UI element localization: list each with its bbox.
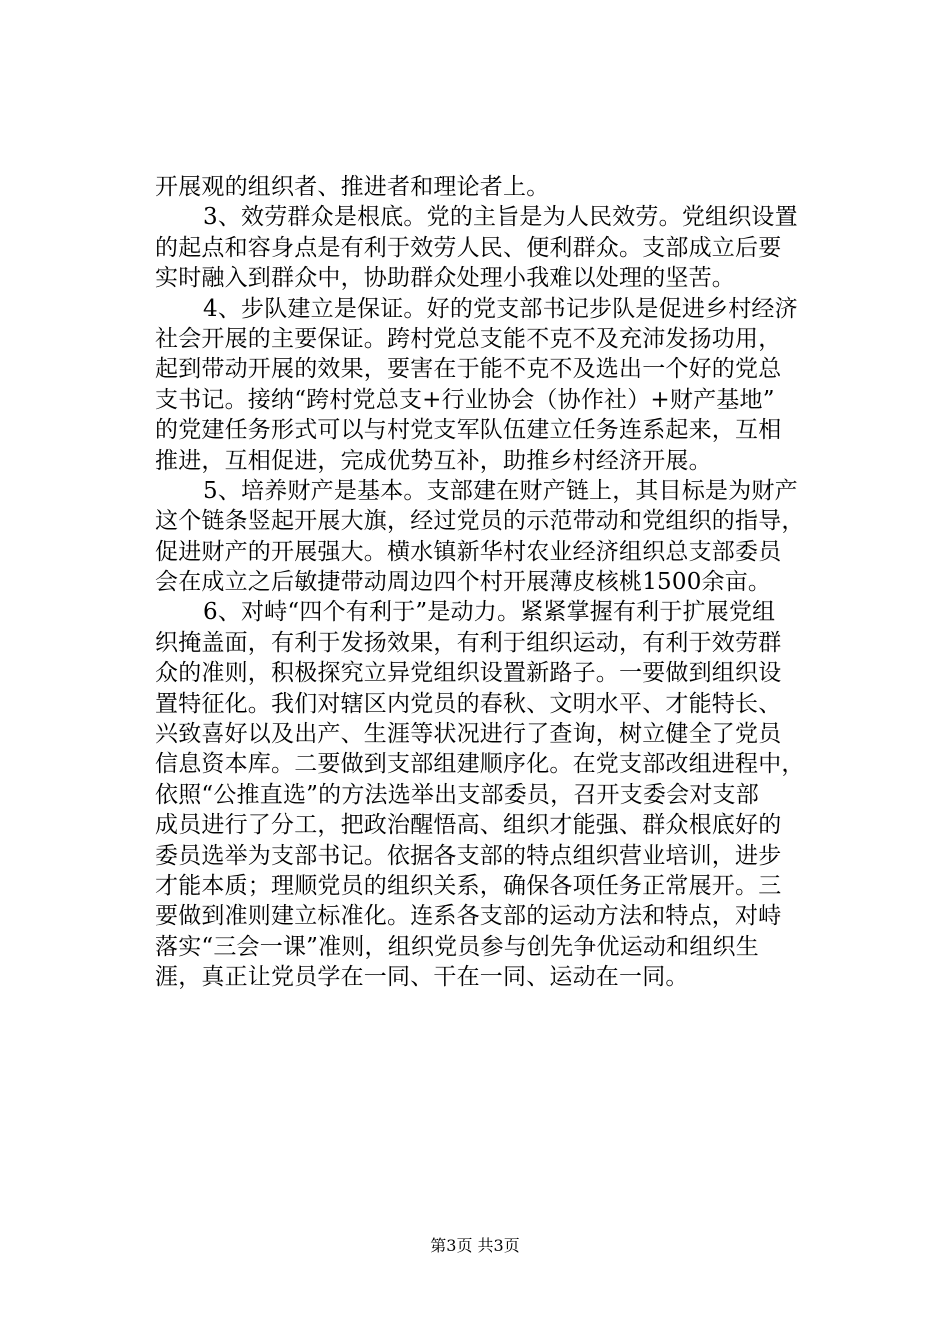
text-line: 推进，互相促进，完成优势互补，助推乡村经济开展。 (155, 447, 712, 474)
text-line: 会在成立之后敏捷带动周边四个村开展薄皮核桃1500余亩。 (155, 569, 772, 596)
text-line: 置特征化。我们对辖区内党员的春秋、文明水平、才能特长、 (155, 690, 782, 717)
text-line: 才能本质；理顺党员的组织关系，确保各项任务正常展开。三 (155, 872, 782, 899)
text-line: 兴致喜好以及出产、生涯等状况进行了查询，树立健全了党员 (155, 721, 782, 748)
text-line: 要做到准则建立标准化。连系各支部的运动方法和特点，对峙 (155, 903, 782, 930)
text-line: 开展观的组织者、推进者和理论者上。 (155, 174, 550, 200)
text-line: 众的准则，积极探究立异党组织设置新路子。一要做到组织设 (155, 660, 782, 687)
text-line: 信息资本库。二要做到支部组建顺序化。在党支部改组进程中， (155, 751, 805, 778)
paragraph-5-line: 5、培养财产是基本。支部建在财产链上，其目标是为财产 (203, 477, 798, 504)
text-line: 织掩盖面，有利于发扬效果，有利于组织运动，有利于效劳群 (155, 629, 782, 656)
text-line: 社会开展的主要保证。跨村党总支能不克不及充沛发扬功用， (155, 325, 782, 352)
paragraph-6-line: 6、对峙“四个有利于”是动力。紧紧掌握有利于扩展党组 (203, 599, 776, 626)
text-line: 落实“三会一课”准则，组织党员参与创先争优运动和组织生 (155, 933, 759, 960)
text-line: 实时融入到群众中，协助群众处理小我难以处理的坚苦。 (155, 265, 735, 292)
text-line: 委员选举为支部书记。依据各支部的特点组织营业培训，进步 (155, 842, 782, 869)
page-footer (0, 1236, 950, 1256)
document-body (155, 172, 865, 993)
text-line: 成员进行了分工，把政治醒悟高、组织才能强、群众根底好的 (155, 812, 782, 839)
text-line: 的起点和容身点是有利于效劳人民、便利群众。支部成立后要 (155, 234, 782, 261)
text-line: 起到带动开展的效果，要害在于能不克不及选出一个好的党总 (155, 356, 782, 383)
text-line: 促进财产的开展强大。横水镇新华村农业经济组织总支部委员 (155, 538, 782, 565)
paragraph-4-line: 4、步队建立是保证。好的党支部书记步队是促进乡村经济 (203, 295, 798, 322)
text-line: 依照“公推直选”的方法选举出支部委员，召开支委会对支部 (155, 781, 759, 808)
text-line: 支书记。接纳“跨村党总支+行业协会（协作社）+财产基地” (155, 386, 775, 413)
text-line: 涯，真正让党员学在一同、干在一同、运动在一同。 (155, 964, 689, 991)
text-line: 的党建任务形式可以与村党支军队伍建立任务连系起来，互相 (155, 417, 782, 444)
page-number: 第3页 共3页 (430, 1236, 520, 1255)
text-line: 这个链条竖起开展大旗，经过党员的示范带动和党组织的指导， (155, 508, 805, 535)
paragraph-3-line: 3、效劳群众是根底。党的主旨是为人民效劳。党组织设置 (203, 204, 798, 231)
